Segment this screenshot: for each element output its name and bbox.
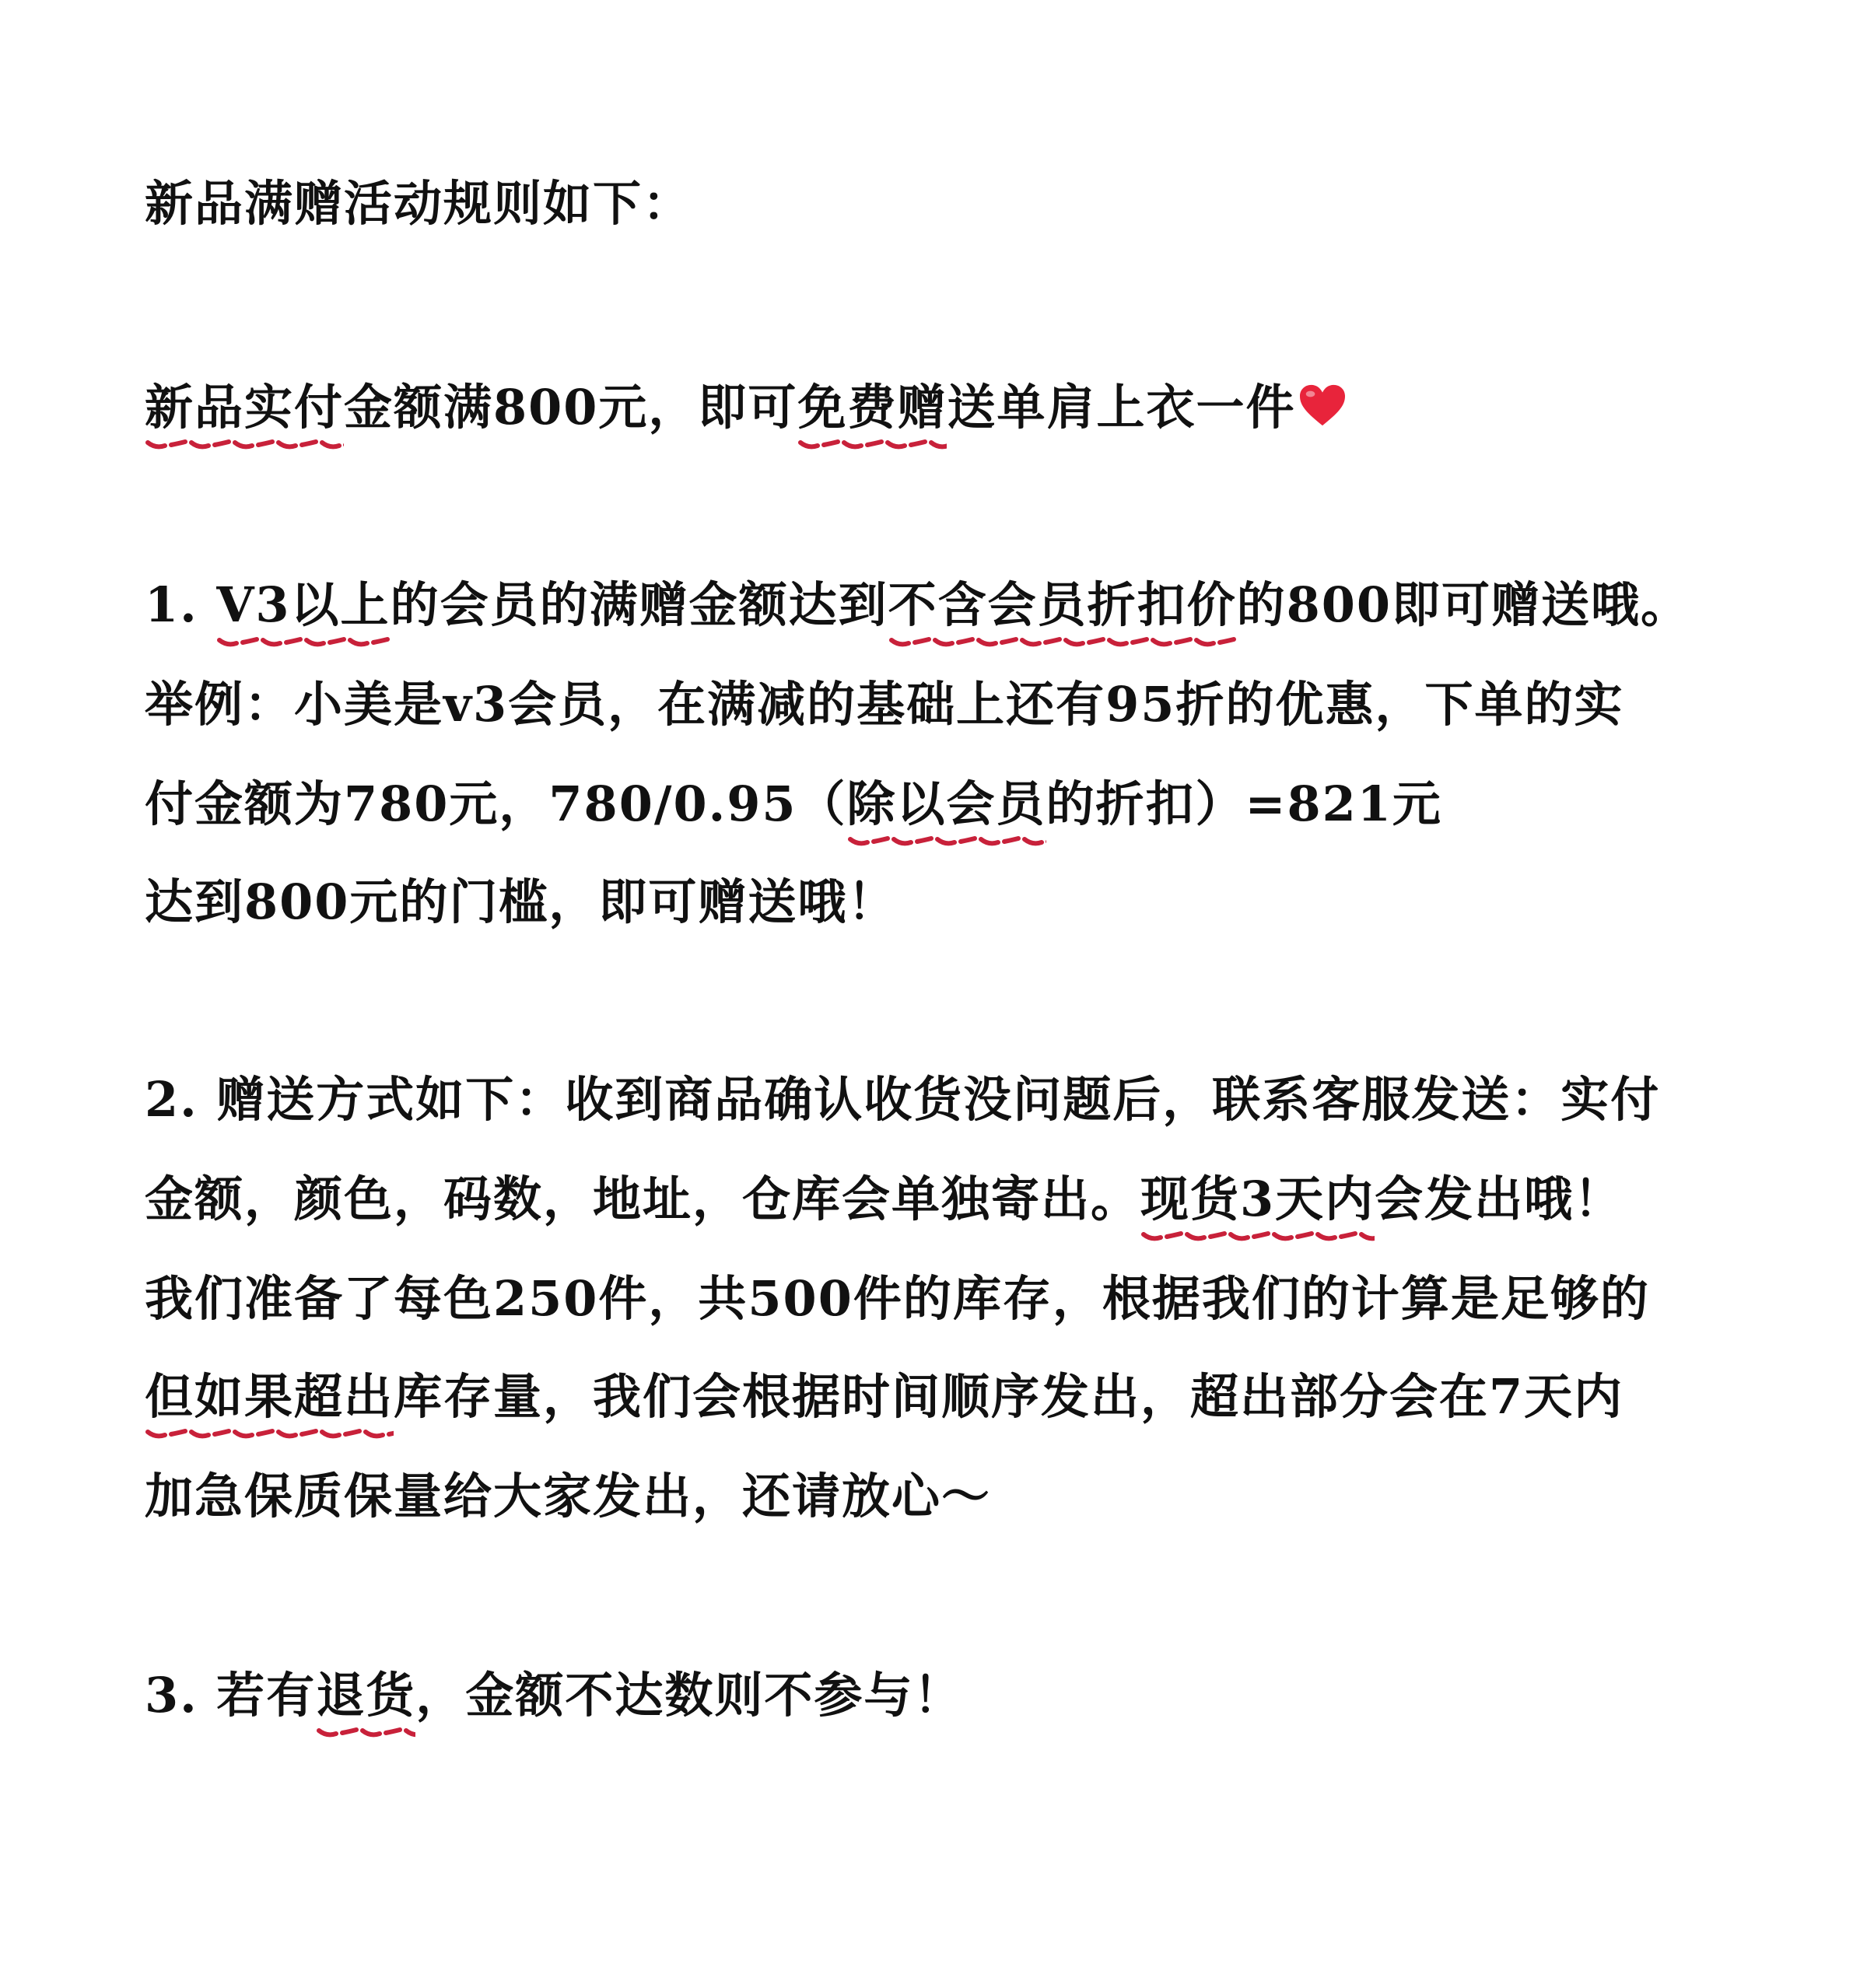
page-title [145, 173, 692, 235]
highlight-exclude-discount: 不含会员折扣价 [888, 576, 1237, 633]
intro-text-4: 送单肩上衣一件 [947, 379, 1296, 436]
title-text: 新品满赠活动规则如下： [145, 175, 693, 232]
rule3-line [145, 1664, 963, 1727]
rule2-line5 [145, 1465, 991, 1528]
intro-line [145, 376, 1347, 439]
rule1-mid: 的会员的满赠金额达到 [390, 576, 888, 633]
rule2-info-text: 金额，颜色，码数，地址，仓库会单独寄出。 [145, 1171, 1141, 1227]
rule1-line3 [145, 773, 1442, 835]
highlight-return: 退货 [316, 1667, 416, 1724]
red-heart-icon [1298, 383, 1347, 429]
highlight-free-gift: 免费赠 [797, 379, 948, 436]
rule1-example-text: 举例：小美是v3会员，在满减的基础上还有95折的优惠，下单的实 [145, 676, 1624, 733]
highlight-v3-above: V3以上 [216, 576, 391, 633]
rule2-line2 [145, 1168, 1624, 1230]
rule1-suffix: 的800即可赠送哦。 [1236, 576, 1691, 633]
rule2-line3 [145, 1268, 1650, 1330]
rule1-calc-prefix: 付金额为780元，780/0.95（ [145, 775, 847, 832]
rule2-reassure-text: 加急保质保量给大家发出，还请放心～ [145, 1468, 992, 1524]
rule2-line4 [145, 1366, 1624, 1428]
rule2-line1 [145, 1069, 1660, 1131]
rule3-prefix: 3. 若有 [145, 1667, 317, 1724]
rule1-threshold-text: 达到800元的门槛，即可赠送哦！ [145, 873, 898, 930]
rule3-suffix: ，金额不达数则不参与！ [415, 1667, 964, 1724]
rule2-method-text: 2. 赠送方式如下：收到商品确认收货没问题后，联系客服发送：实付 [145, 1071, 1661, 1128]
rule1-line4 [145, 871, 897, 933]
intro-text-2: 金额满800元，即可 [344, 379, 798, 436]
rule1-line2 [145, 674, 1624, 736]
rule2-exceed-text: 库存量，我们会根据时间顺序发出，超出部分会在7天内 [394, 1368, 1624, 1425]
highlight-if-exceeded: 但如果超出 [145, 1368, 394, 1425]
highlight-in-stock-3days: 现货3天内 [1140, 1171, 1375, 1227]
rule1-prefix: 1. [145, 576, 217, 633]
highlight-new-paid: 新品实付 [145, 379, 345, 436]
rule2-ship-text: 会发出哦！ [1375, 1171, 1624, 1227]
rule2-stock-text: 我们准备了每色250件，共500件的库存，根据我们的计算是足够的 [145, 1270, 1650, 1327]
highlight-divide-by-member: 除以会员 [846, 775, 1046, 832]
rule1-calc-suffix: 的折扣）=821元 [1046, 775, 1442, 832]
rule1-line1 [145, 574, 1690, 636]
